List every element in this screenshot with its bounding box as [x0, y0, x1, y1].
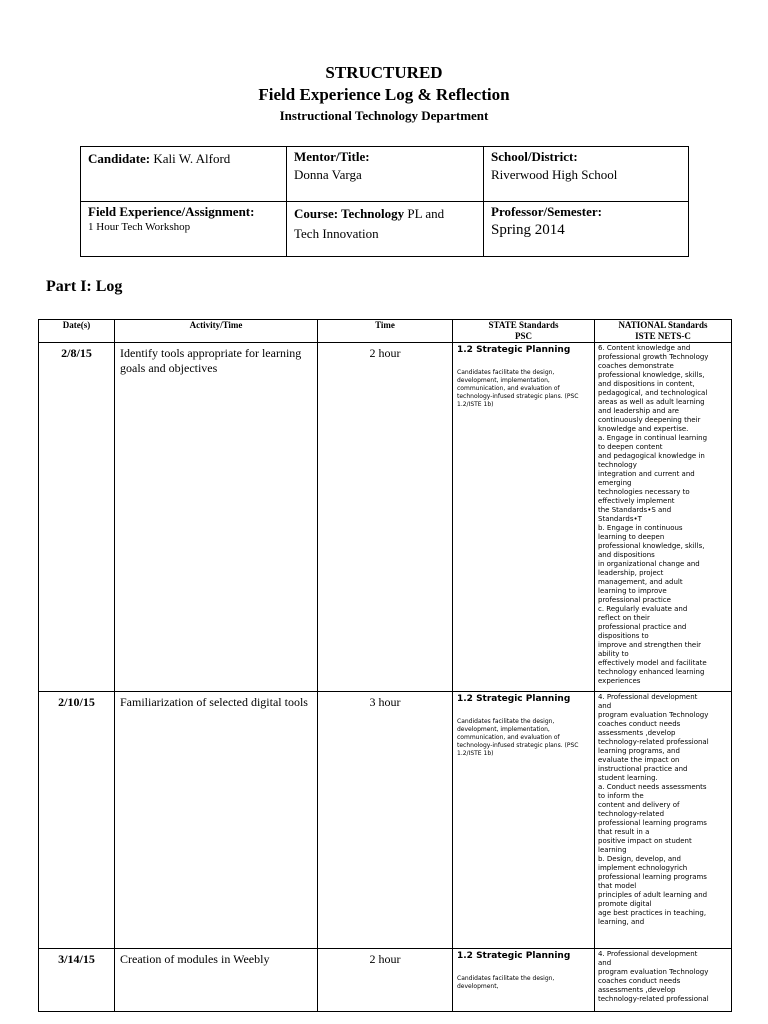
- row-time: 2 hour: [318, 949, 453, 1012]
- document-title: STRUCTURED: [325, 63, 443, 82]
- standard-text-line: dispositions to: [598, 632, 649, 640]
- state-standard-title: 1.2 Strategic Planning: [457, 694, 571, 704]
- standard-text-line: and pedagogical knowledge in: [598, 452, 705, 460]
- standard-text-line: professional practice and: [598, 623, 687, 631]
- header-activity: Activity/Time: [115, 320, 318, 343]
- standard-text-line: student learning.: [598, 774, 658, 782]
- standard-text-line: knowledge and expertise.: [598, 425, 689, 433]
- standard-text-line: 4. Professional development: [598, 693, 698, 701]
- standard-text-line: assessments ,develop: [598, 729, 676, 737]
- standard-text-line: a. Engage in continual learning: [598, 434, 708, 442]
- standard-text-line: professional learning programs: [598, 873, 707, 881]
- row-state-standard: [453, 949, 595, 1012]
- document-subtitle: Field Experience Log & Reflection: [258, 85, 510, 104]
- standard-text-line: b. Engage in continuous: [598, 524, 683, 532]
- standard-text-line: learning to improve: [598, 587, 667, 595]
- row-national-standard: [595, 692, 732, 949]
- header-state-line1: STATE Standards: [488, 320, 559, 330]
- standard-text-line: that model: [598, 882, 637, 890]
- standard-text-line: management, and adult: [598, 578, 683, 586]
- header-state-line2: PSC: [514, 331, 532, 341]
- standard-text-line: professional growth Technology: [598, 353, 709, 361]
- log-header-row: [39, 320, 732, 343]
- state-standard-title: 1.2 Strategic Planning: [457, 345, 571, 355]
- state-standard-description: Candidates facilitate the design, development,: [457, 975, 555, 990]
- state-standard-description: Candidates facilitate the design, development, implementation, communication, and evaluation of technology-infused strategic plans. (PSC 1.2/ISTE 1b): [457, 718, 579, 757]
- standard-text-line: emerging: [598, 479, 632, 487]
- log-table: [38, 319, 732, 1012]
- standard-text-line: learning: [598, 846, 627, 854]
- assignment-label: Field Experience/Assignment:: [88, 204, 255, 219]
- standard-text-line: and: [598, 959, 612, 967]
- row-date: 3/14/15: [39, 949, 115, 1012]
- standard-text-line: to deepen content: [598, 443, 663, 451]
- document-header: [0, 62, 768, 126]
- standard-text-line: program evaluation Technology: [598, 711, 709, 719]
- standard-text-line: areas as well as adult learning: [598, 398, 705, 406]
- standard-text-line: a. Conduct needs assessments: [598, 783, 707, 791]
- header-state: [453, 320, 595, 343]
- standard-text-line: to inform the: [598, 792, 644, 800]
- header-date: Date(s): [39, 320, 115, 343]
- standard-text-line: effectively implement: [598, 497, 675, 505]
- standard-text-line: technology: [598, 461, 637, 469]
- school-value: Riverwood High School: [491, 167, 618, 182]
- standard-text-line: learning programs, and: [598, 747, 680, 755]
- standard-text-line: professional practice: [598, 596, 671, 604]
- state-standard-title: 1.2 Strategic Planning: [457, 951, 571, 961]
- row-activity: Creation of modules in Weebly: [115, 949, 318, 1012]
- standard-text-line: professional learning programs: [598, 819, 707, 827]
- row-national-standard: [595, 343, 732, 692]
- mentor-cell: [287, 147, 484, 202]
- header-time: Time: [318, 320, 453, 343]
- row-date: 2/10/15: [39, 692, 115, 949]
- school-label: School/District:: [491, 149, 578, 164]
- standard-text-line: integration and current and: [598, 470, 695, 478]
- standard-text-line: and leadership and are: [598, 407, 679, 415]
- standard-text-line: positive impact on student: [598, 837, 692, 845]
- row-national-standard: [595, 949, 732, 1012]
- table-row: [39, 692, 732, 949]
- standard-text-line: assessments ,develop: [598, 986, 676, 994]
- standard-text-line: technology-related professional: [598, 995, 709, 1003]
- row-activity: Familiarization of selected digital tools: [115, 692, 318, 949]
- standard-text-line: and dispositions in content,: [598, 380, 695, 388]
- standard-text-line: learning, and: [598, 918, 645, 926]
- standard-text-line: pedagogical, and technological: [598, 389, 708, 397]
- header-national-line1: NATIONAL Standards: [618, 320, 708, 330]
- course-value-line2: Tech Innovation: [294, 226, 379, 241]
- assignment-cell: [81, 202, 287, 257]
- standard-text-line: ability to: [598, 650, 629, 658]
- course-cell: [287, 202, 484, 257]
- professor-value: Spring 2014: [491, 222, 565, 238]
- header-national-line2: ISTE NETS-C: [635, 331, 691, 341]
- standard-text-line: effectively model and facilitate: [598, 659, 707, 667]
- standard-text-line: promote digital: [598, 900, 652, 908]
- standard-text-line: that result in a: [598, 828, 650, 836]
- standard-text-line: coaches conduct needs: [598, 720, 681, 728]
- standard-text-line: b. Design, develop, and: [598, 855, 682, 863]
- row-date: 2/8/15: [39, 343, 115, 692]
- standard-text-line: evaluate the impact on: [598, 756, 680, 764]
- standard-text-line: 6. Content knowledge and: [598, 344, 691, 352]
- standard-text-line: coaches conduct needs: [598, 977, 681, 985]
- standard-text-line: implement echnologyrich: [598, 864, 688, 872]
- candidate-value: Kali W. Alford: [153, 151, 231, 166]
- standard-text-line: technology-related professional: [598, 738, 709, 746]
- professor-cell: [484, 202, 689, 257]
- row-state-standard: [453, 343, 595, 692]
- candidate-cell: [81, 147, 287, 202]
- row-state-standard: [453, 692, 595, 949]
- standard-text-line: continuously deepening their: [598, 416, 701, 424]
- standard-text-line: principles of adult learning and: [598, 891, 708, 899]
- standard-text-line: reflect on their: [598, 614, 650, 622]
- standard-text-line: leadership, project: [598, 569, 664, 577]
- standard-text-line: age best practices in teaching,: [598, 909, 707, 917]
- mentor-value: Donna Varga: [294, 167, 362, 182]
- row-activity: Identify tools appropriate for learning goals and objectives: [115, 343, 318, 692]
- mentor-label: Mentor/Title:: [294, 149, 370, 164]
- info-table: [80, 146, 689, 257]
- standard-text-line: experiences: [598, 677, 641, 685]
- standard-text-line: professional knowledge, skills,: [598, 371, 705, 379]
- department-name: Instructional Technology Department: [279, 108, 489, 123]
- header-national: [595, 320, 732, 343]
- table-row: [39, 949, 732, 1012]
- row-time: 3 hour: [318, 692, 453, 949]
- standard-text-line: the Standards•S and: [598, 506, 672, 514]
- standard-text-line: instructional practice and: [598, 765, 688, 773]
- standard-text-line: technology-related: [598, 810, 665, 818]
- standard-text-line: coaches demonstrate: [598, 362, 674, 370]
- state-standard-description: Candidates facilitate the design, development, implementation, communication, and evaluation of technology-infused strategic plans. (PSC 1.2/ISTE 1b): [457, 369, 579, 408]
- standard-text-line: technology enhanced learning: [598, 668, 705, 676]
- standard-text-line: program evaluation Technology: [598, 968, 709, 976]
- course-value-line1: PL and: [404, 206, 445, 221]
- standard-text-line: c. Regularly evaluate and: [598, 605, 688, 613]
- professor-label: Professor/Semester:: [491, 204, 602, 219]
- table-row: [39, 343, 732, 692]
- standard-text-line: Standards•T: [598, 515, 642, 523]
- assignment-value: 1 Hour Tech Workshop: [88, 221, 191, 233]
- standard-text-line: and dispositions: [598, 551, 655, 559]
- standard-text-line: professional knowledge, skills,: [598, 542, 705, 550]
- standard-text-line: technologies necessary to: [598, 488, 690, 496]
- standard-text-line: 4. Professional development: [598, 950, 698, 958]
- standard-text-line: learning to deepen: [598, 533, 665, 541]
- course-label: Course: Technology: [294, 206, 405, 221]
- standard-text-line: and: [598, 702, 612, 710]
- row-time: 2 hour: [318, 343, 453, 692]
- standard-text-line: content and delivery of: [598, 801, 680, 809]
- school-cell: [484, 147, 689, 202]
- part-heading: Part I: Log: [46, 278, 123, 295]
- standard-text-line: improve and strengthen their: [598, 641, 702, 649]
- standard-text-line: in organizational change and: [598, 560, 700, 568]
- candidate-label: Candidate:: [88, 151, 151, 166]
